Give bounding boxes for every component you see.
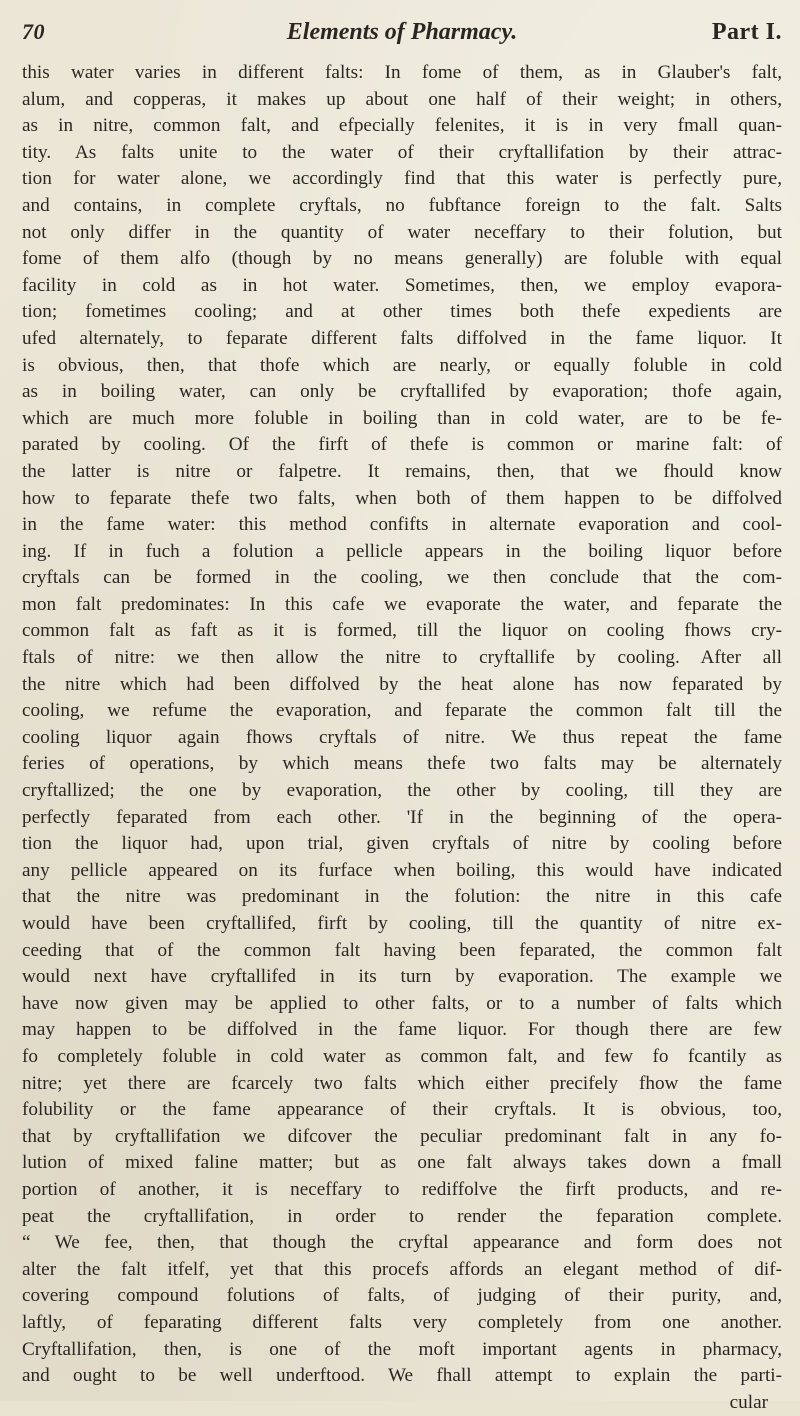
text-line: in the fame water: this method confifts in alternate evaporation and cool- <box>22 514 782 536</box>
text-line: tion; fometimes cooling; and at other times both thefe expedients are <box>22 301 782 323</box>
text-line: cooling, we refume the evaporation, and feparate the common falt till the <box>22 700 782 722</box>
text-line: fo completely foluble in cold water as common falt, and few fo fcantily as <box>22 1045 782 1067</box>
text-line: folubility or the fame appearance of their cryftals. It is obvious, too, <box>22 1099 782 1121</box>
text-line: not only differ in the quantity of water neceffary to their folution, but <box>22 221 782 243</box>
text-line: cooling liquor again fhows cryftals of nitre. We thus repeat the fame <box>22 726 782 748</box>
catchword: cular <box>729 1391 768 1413</box>
text-line: common falt as faft as it is formed, till the liquor on cooling fhows cry- <box>22 620 782 642</box>
text-line: mon falt predominates: In this cafe we evaporate the water, and feparate the <box>22 593 782 615</box>
running-title: Elements of Pharmacy. <box>286 18 518 45</box>
text-line: how to feparate thefe two falts, when both of them happen to be diffolved <box>22 487 782 509</box>
text-line: laftly, of feparating different falts very completely from one another. <box>22 1311 782 1333</box>
text-line: is obvious, then, that thofe which are nearly, or equally foluble in cold <box>22 354 782 376</box>
text-line: cryftals can be formed in the cooling, we then conclude that the com- <box>22 567 782 589</box>
text-line: peat the cryftallifation, in order to render the feparation complete. <box>22 1205 782 1227</box>
text-line: lution of mixed faline matter; but as one falt always takes down a fmall <box>22 1152 782 1174</box>
text-line: would next have cryftallifed in its turn by evaporation. The example we <box>22 966 782 988</box>
text-line: that the nitre was predominant in the folution: the nitre in this cafe <box>22 886 782 908</box>
text-line: may happen to be diffolved in the fame liquor. For though there are few <box>22 1019 782 1041</box>
text-line: as in boiling water, can only be cryftallifed by evaporation; thofe again, <box>22 381 782 403</box>
text-line: that by cryftallifation we difcover the peculiar predominant falt in any fo- <box>22 1125 782 1147</box>
text-line: any pellicle appeared on its furface when boiling, this would have indicated <box>22 859 782 881</box>
text-line: the latter is nitre or falpetre. It remains, then, that we fhould know <box>22 460 782 482</box>
text-line: have now given may be applied to other falts, or to a number of falts which <box>22 992 782 1014</box>
text-line: as in nitre, common falt, and efpecially felenites, it is in very fmall quan- <box>22 115 782 137</box>
text-line: fome of them alfo (though by no means generally) are foluble with equal <box>22 248 782 270</box>
text-line: parated by cooling. Of the firft of thefe is common or marine falt: of <box>22 434 782 456</box>
text-line: ceeding that of the common falt having been feparated, the common falt <box>22 939 782 961</box>
text-line: portion of another, it is neceffary to rediffolve the firft products, and re- <box>22 1178 782 1200</box>
text-line: alum, and copperas, it makes up about one half of their weight; in others, <box>22 88 782 110</box>
text-line: this water varies in different falts: In fome of them, as in Glauber's falt, <box>22 62 782 83</box>
text-line: tity. As falts unite to the water of their cryftallifation by their attrac- <box>22 141 782 163</box>
text-line: feries of operations, by which means thefe two falts may be alternately <box>22 753 782 775</box>
text-line: nitre; yet there are fcarcely two falts which either precifely fhow the fame <box>22 1072 782 1094</box>
body-text <box>22 60 782 1416</box>
text-line: Cryftallifation, then, is one of the moft important agents in pharmacy, <box>22 1338 782 1360</box>
text-line: the nitre which had been diffolved by the heat alone has now feparated by <box>22 673 782 695</box>
text-line: cryftallized; the one by evaporation, the other by cooling, till they are <box>22 780 782 802</box>
text-line: ftals of nitre: we then allow the nitre to cryftallife by cooling. After all <box>22 647 782 669</box>
text-line: tion for water alone, we accordingly find that this water is perfectly pure, <box>22 168 782 190</box>
text-line: alter the falt itfelf, yet that this procefs affords an elegant method of dif- <box>22 1258 782 1280</box>
text-line: ufed alternately, to feparate different falts diffolved in the fame liquor. It <box>22 327 782 349</box>
text-line: and ought to be well underftood. We fhall attempt to explain the parti- <box>22 1365 782 1387</box>
text-line: tion the liquor had, upon trial, given cryftals of nitre by cooling before <box>22 833 782 855</box>
text-line: and contains, in complete cryftals, no fubftance foreign to the falt. Salts <box>22 194 782 216</box>
text-line: perfectly feparated from each other. 'If in the beginning of the opera- <box>22 806 782 828</box>
text-line: facility in cold as in hot water. Sometimes, then, we employ evapora- <box>22 274 782 296</box>
running-head <box>22 10 782 54</box>
text-line: “ We fee, then, that though the cryftal appearance and form does not <box>22 1232 782 1254</box>
text-line: covering compound folutions of falts, of judging of their purity, and, <box>22 1285 782 1307</box>
text-line: ing. If in fuch a folution a pellicle appears in the boiling liquor before <box>22 540 782 562</box>
part-label: Part I. <box>711 18 782 45</box>
page-number: 70 <box>22 19 45 44</box>
text-line: which are much more foluble in boiling than in cold water, are to be fe- <box>22 407 782 429</box>
text-line: would have been cryftallifed, firft by cooling, till the quantity of nitre ex- <box>22 913 782 934</box>
